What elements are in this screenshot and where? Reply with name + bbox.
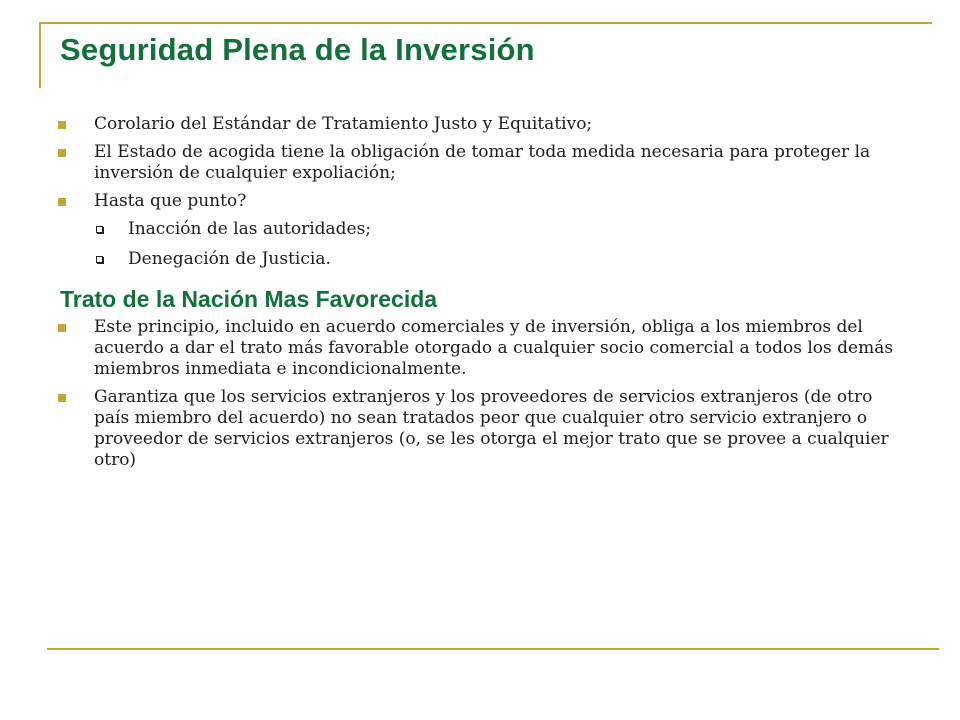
slide-content <box>58 114 910 478</box>
bullet-text: Corolario del Estándar de Tratamiento Justo y Equitativo; <box>94 114 593 134</box>
bullet-list-section1 <box>58 114 910 270</box>
square-bullet-icon <box>58 149 66 157</box>
sub-bullet-item <box>58 249 910 270</box>
bullet-list-section2 <box>58 317 910 471</box>
bullet-item <box>58 387 910 471</box>
frame-top-rule <box>40 22 932 24</box>
bullet-item <box>58 191 910 212</box>
sub-bullet-item <box>58 219 910 240</box>
bullet-text: Este principio, incluido en acuerdo comerciales y de inversión, obliga a los miembros del acuerdo a dar el trato más favorable otorgado a cualquier socio comercial a todos los demás miembros inmediata e incondicionalmente. <box>94 317 894 379</box>
section-heading: Trato de la Nación Mas Favorecida <box>60 286 438 312</box>
bullet-text: El Estado de acogida tiene la obligación de tomar toda medida necesaria para proteger la inversión de cualquier expoliación; <box>94 142 871 183</box>
frame-left-rule <box>39 22 41 88</box>
sub-bullet-text: Denegación de Justicia. <box>128 249 331 269</box>
bullet-text: Hasta que punto? <box>94 191 247 211</box>
checkbox-bullet-icon <box>96 226 103 233</box>
bullet-item <box>58 114 910 135</box>
square-bullet-icon <box>58 121 66 129</box>
bullet-item <box>58 317 910 380</box>
bullet-item <box>58 142 910 184</box>
slide-title: Seguridad Plena de la Inversión <box>60 32 535 67</box>
square-bullet-icon <box>58 324 66 332</box>
bullet-text: Garantiza que los servicios extranjeros y los proveedores de servicios extranjeros (de otro país miembro del acuerdo) no sean tratados peor que cualquier otro servicio extranjero o proveedor de servicios extranjeros (o, se les otorga el mejor trato que se provee a cualquier otro) <box>94 387 889 470</box>
square-bullet-icon <box>58 198 66 206</box>
frame-bottom-rule <box>47 648 939 650</box>
sub-bullet-text: Inacción de las autoridades; <box>128 219 372 239</box>
checkbox-bullet-icon <box>96 256 103 263</box>
square-bullet-icon <box>58 394 66 402</box>
